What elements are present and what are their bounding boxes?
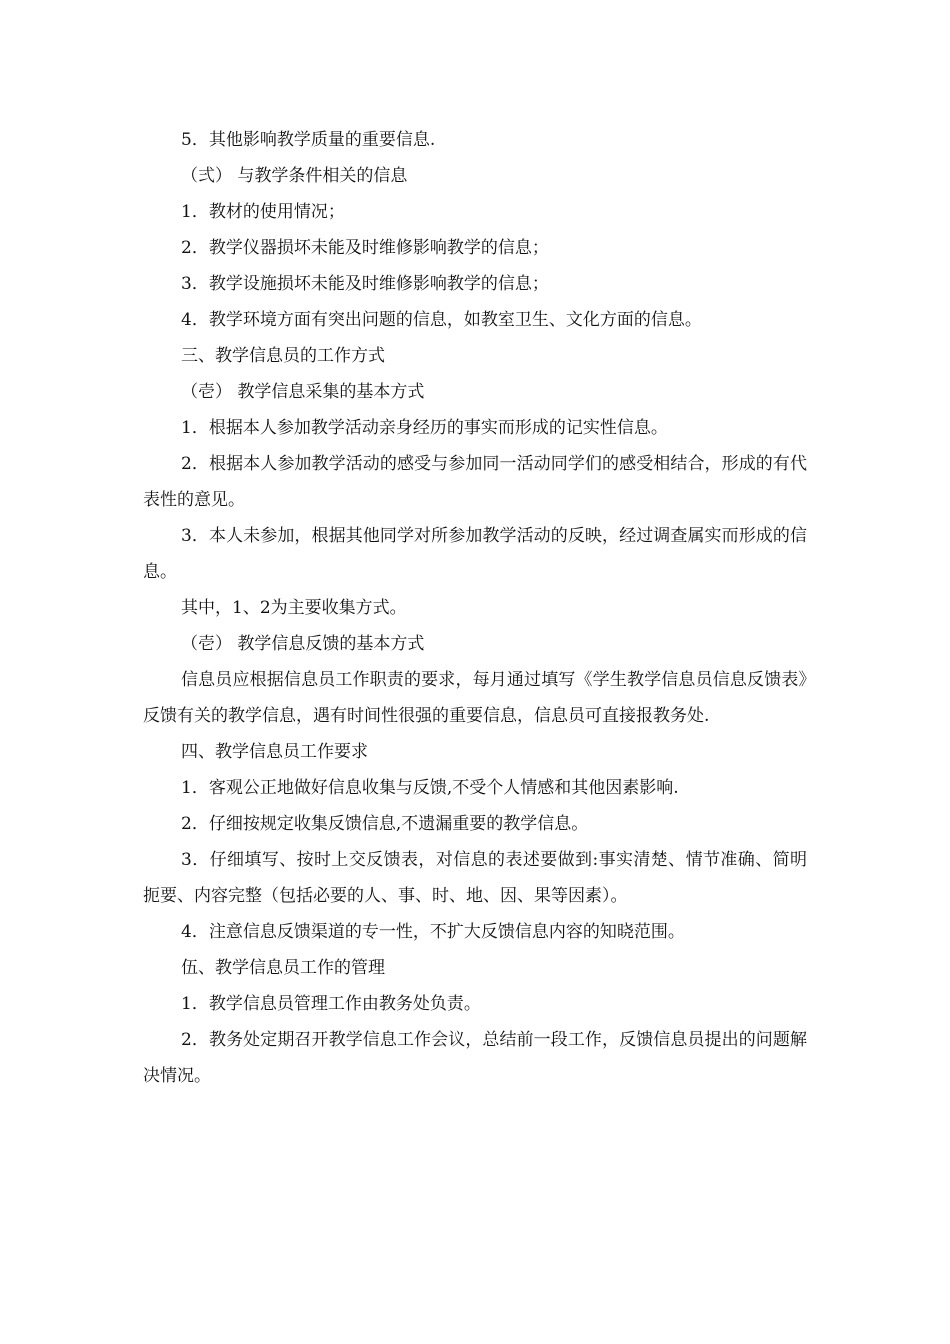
section-heading: 四、教学信息员工作要求	[181, 742, 368, 762]
paragraph: 1．教材的使用情况；	[181, 202, 345, 222]
section-heading: （壱） 教学信息采集的基本方式	[181, 382, 425, 402]
paragraph: 2．仔细按规定收集反馈信息,不遗漏重要的教学信息。	[181, 814, 589, 834]
paragraph: 1．根据本人参加教学活动亲身经历的事实而形成的记实性信息。	[181, 418, 668, 438]
paragraph: 4．教学环境方面有突出问题的信息，如教室卫生、文化方面的信息。	[181, 310, 702, 330]
section-heading: （弍） 与教学条件相关的信息	[181, 166, 408, 186]
section-heading: 三、教学信息员的工作方式	[181, 346, 385, 366]
paragraph: 3．教学设施损坏未能及时维修影响教学的信息；	[181, 274, 549, 294]
paragraph: 其中，1、2为主要收集方式。	[181, 598, 407, 618]
section-heading: （壱） 教学信息反馈的基本方式	[181, 634, 425, 654]
paragraph: 4．注意信息反馈渠道的专一性，不扩大反馈信息内容的知晓范围。	[181, 922, 685, 942]
paragraph: 2．根据本人参加教学活动的感受与参加同一活动同学们的感受相结合，形成的有代表性的意见。	[143, 454, 807, 510]
paragraph: 3．仔细填写、按时上交反馈表，对信息的表述要做到:事实清楚、情节准确、简明扼要、内容完整（包括必要的人、事、时、地、因、果等因素）。	[143, 850, 807, 906]
paragraph: 信息员应根据信息员工作职责的要求，每月通过填写《学生教学信息员信息反馈表》反馈有关的教学信息，遇有时间性很强的重要信息，信息员可直接报教务处.	[143, 670, 807, 726]
paragraph: 2．教学仪器损坏未能及时维修影响教学的信息；	[181, 238, 549, 258]
document-body	[143, 122, 807, 1094]
paragraph: 2．教务处定期召开教学信息工作会议，总结前一段工作，反馈信息员提出的问题解决情况。	[143, 1030, 807, 1086]
paragraph: 1．教学信息员管理工作由教务处负责。	[181, 994, 481, 1014]
section-heading: 伍、教学信息员工作的管理	[181, 958, 385, 978]
paragraph: 3．本人未参加，根据其他同学对所参加教学活动的反映，经过调查属实而形成的信息。	[143, 526, 807, 582]
paragraph: 1．客观公正地做好信息收集与反馈,不受个人情感和其他因素影响.	[181, 778, 679, 798]
paragraph: 5．其他影响教学质量的重要信息.	[181, 130, 436, 150]
